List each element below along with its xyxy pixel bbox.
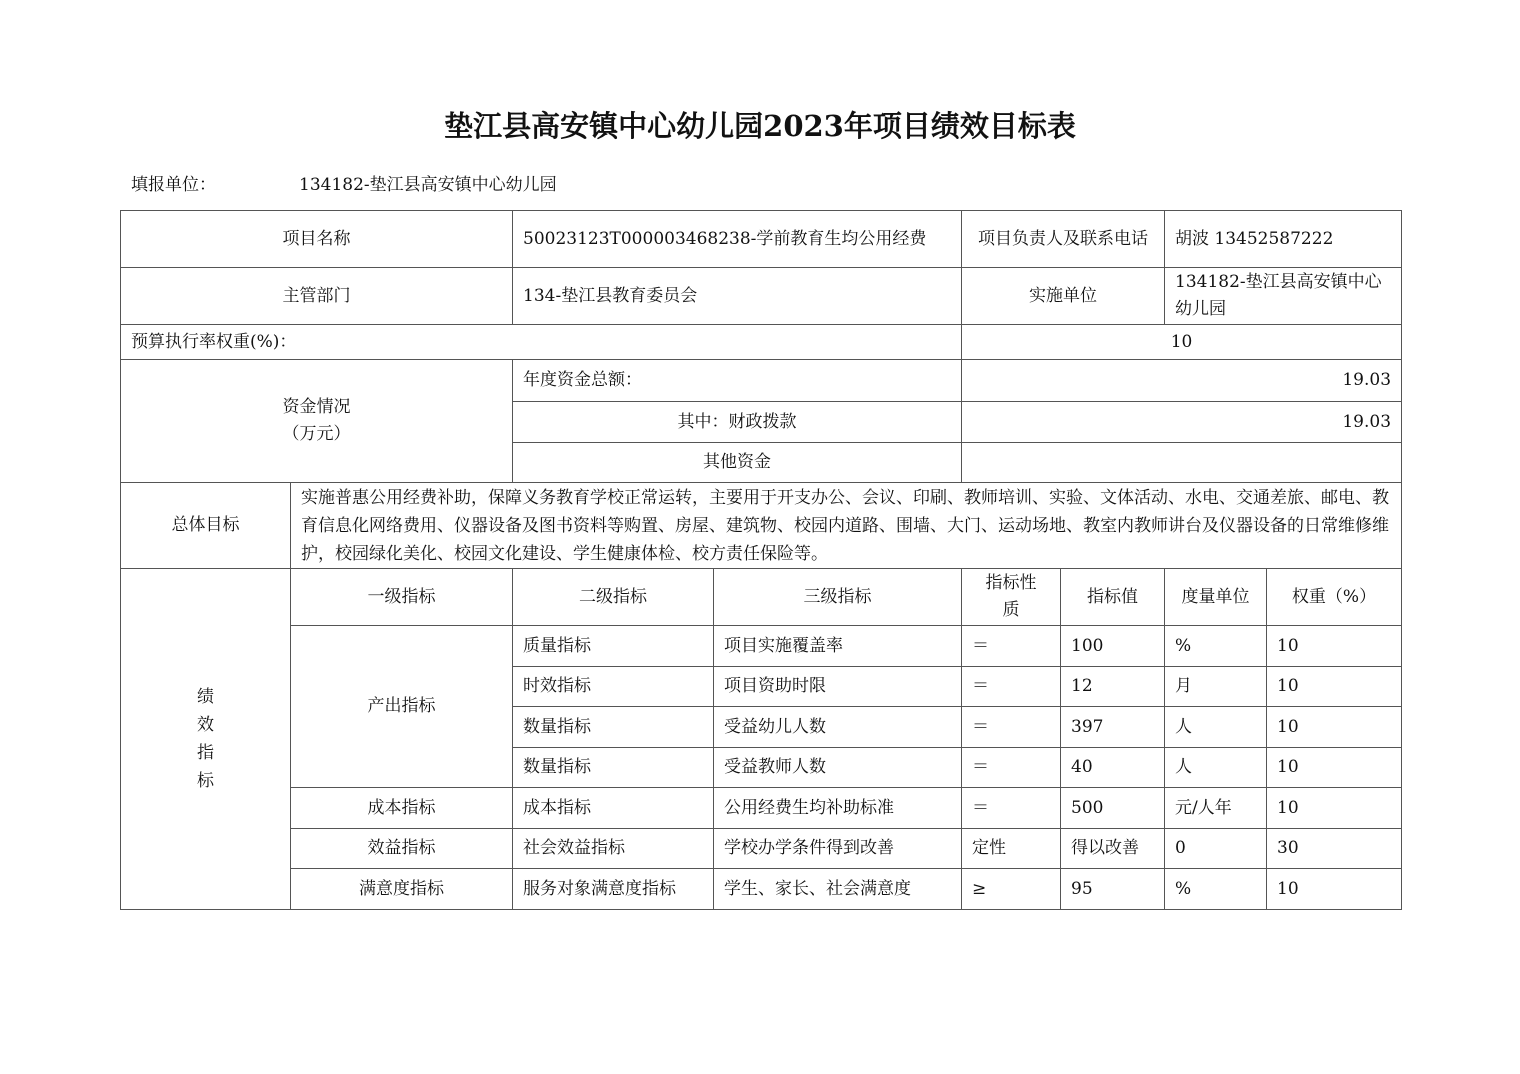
funds-unit: （万元）	[282, 424, 351, 444]
row-lvl2: 社会效益指标	[513, 829, 714, 869]
goal-text: 实施普惠公用经费补助，保障义务教育学校正常运转，主要用于开支办公、会议、印刷、教师培训、实验、文体活动、水电、交通差旅、邮电、教育信息化网络费用、仪器设备及图书资料等购置、房屋、建筑物、校园内道路、围墙、大门、运动场地、教室内教师讲台及仪器设备的日常维修维护，校园绿化美化、校园文化建设、学生健康体检、校方责任保险等。	[291, 483, 1402, 569]
impl-label: 实施单位	[962, 268, 1165, 325]
budget-rate-value: 10	[962, 325, 1402, 360]
row-lvl3: 公用经费生均补助标准	[714, 788, 962, 829]
row-value: 100	[1061, 626, 1165, 667]
row-nature: ≥	[962, 869, 1061, 910]
group-cost: 成本指标	[291, 788, 513, 829]
performance-indicator-label	[121, 569, 291, 910]
row-lvl3: 受益教师人数	[714, 748, 962, 788]
table-row	[121, 869, 1402, 910]
project-name-row	[121, 211, 1402, 268]
row-lvl2: 成本指标	[513, 788, 714, 829]
row-nature: ＝	[962, 667, 1061, 707]
row-weight: 10	[1267, 869, 1402, 910]
header-lvl3: 三级指标	[714, 569, 962, 626]
row-weight: 10	[1267, 748, 1402, 788]
fiscal-label: 其中：财政拨款	[513, 402, 962, 443]
budget-rate-row	[121, 325, 1402, 360]
annual-total-value: 19.03	[962, 360, 1402, 402]
row-unit: 月	[1165, 667, 1267, 707]
budget-rate-label: 预算执行率权重(%)：	[121, 325, 962, 360]
performance-target-table	[120, 210, 1402, 910]
perf-char: 指	[197, 743, 214, 763]
fiscal-value: 19.03	[962, 402, 1402, 443]
row-lvl2: 质量指标	[513, 626, 714, 667]
row-lvl3: 项目资助时限	[714, 667, 962, 707]
row-lvl3: 学校办学条件得到改善	[714, 829, 962, 869]
row-value: 得以改善	[1061, 829, 1165, 869]
row-weight: 10	[1267, 707, 1402, 748]
perf-char: 效	[197, 715, 214, 735]
table-row	[121, 829, 1402, 869]
page-title: 垫江县高安镇中心幼儿园2023年项目绩效目标表	[444, 109, 1076, 143]
row-unit: 0	[1165, 829, 1267, 869]
dept-row	[121, 268, 1402, 325]
row-lvl2: 数量指标	[513, 707, 714, 748]
impl-value: 134182-垫江县高安镇中心幼儿园	[1165, 268, 1402, 325]
row-lvl3: 受益幼儿人数	[714, 707, 962, 748]
row-unit: %	[1165, 869, 1267, 910]
header-lvl1: 一级指标	[291, 569, 513, 626]
other-label: 其他资金	[513, 443, 962, 483]
dept-label: 主管部门	[121, 268, 513, 325]
row-unit: 元/人年	[1165, 788, 1267, 829]
dept-value: 134-垫江县教育委员会	[513, 268, 962, 325]
project-name-value: 50023123T000003468238-学前教育生均公用经费	[513, 211, 962, 268]
goal-row	[121, 483, 1402, 569]
perf-char: 标	[197, 771, 214, 791]
row-value: 40	[1061, 748, 1165, 788]
group-output: 产出指标	[291, 626, 513, 788]
funds-label-cell	[121, 360, 513, 483]
row-lvl3: 学生、家长、社会满意度	[714, 869, 962, 910]
goal-label: 总体目标	[121, 483, 291, 569]
row-lvl2: 数量指标	[513, 748, 714, 788]
row-lvl2: 服务对象满意度指标	[513, 869, 714, 910]
header-nature: 指标性质	[962, 569, 1061, 626]
row-value: 95	[1061, 869, 1165, 910]
row-value: 397	[1061, 707, 1165, 748]
group-satisfaction: 满意度指标	[291, 869, 513, 910]
funds-label: 资金情况	[282, 397, 351, 417]
group-benefit: 效益指标	[291, 829, 513, 869]
perf-char: 绩	[197, 687, 214, 707]
row-weight: 10	[1267, 667, 1402, 707]
header-weight: 权重（%）	[1267, 569, 1402, 626]
annual-total-label: 年度资金总额：	[513, 360, 962, 402]
row-weight: 30	[1267, 829, 1402, 869]
header-unit: 度量单位	[1165, 569, 1267, 626]
reporting-unit	[131, 170, 557, 195]
row-weight: 10	[1267, 788, 1402, 829]
reporting-unit-label: 填报单位：	[131, 175, 216, 195]
row-nature: ＝	[962, 788, 1061, 829]
row-unit: %	[1165, 626, 1267, 667]
funds-total-row	[121, 360, 1402, 402]
indicator-header-row	[121, 569, 1402, 626]
row-nature: ＝	[962, 748, 1061, 788]
reporting-unit-value: 134182-垫江县高安镇中心幼儿园	[299, 175, 557, 195]
row-unit: 人	[1165, 707, 1267, 748]
row-lvl2: 时效指标	[513, 667, 714, 707]
contact-label: 项目负责人及联系电话	[962, 211, 1165, 268]
project-name-label: 项目名称	[121, 211, 513, 268]
row-unit: 人	[1165, 748, 1267, 788]
row-nature: ＝	[962, 707, 1061, 748]
row-value: 12	[1061, 667, 1165, 707]
contact-value: 胡波 13452587222	[1165, 211, 1402, 268]
row-weight: 10	[1267, 626, 1402, 667]
table-row	[121, 626, 1402, 667]
other-value	[962, 443, 1402, 483]
header-value: 指标值	[1061, 569, 1165, 626]
row-nature: 定性	[962, 829, 1061, 869]
row-value: 500	[1061, 788, 1165, 829]
table-row	[121, 788, 1402, 829]
header-lvl2: 二级指标	[513, 569, 714, 626]
row-lvl3: 项目实施覆盖率	[714, 626, 962, 667]
row-nature: ＝	[962, 626, 1061, 667]
